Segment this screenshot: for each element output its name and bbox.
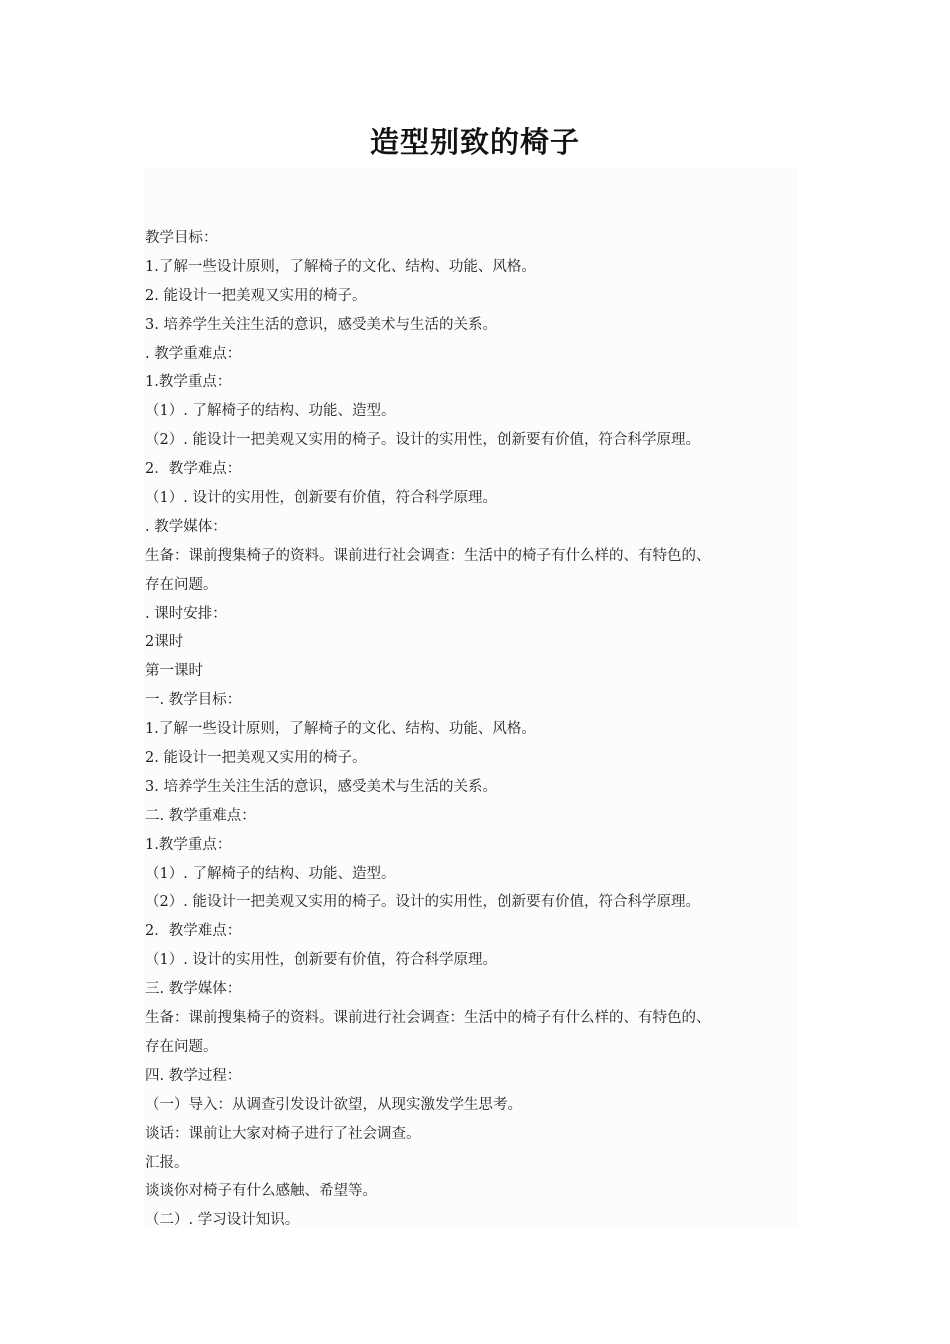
document-line: （二）. 学习设计知识。 xyxy=(145,1212,300,1229)
document-line: 1.了解一些设计原则，了解椅子的文化、结构、功能、风格。 xyxy=(145,258,536,275)
document-title: 造型别致的椅子 xyxy=(369,125,580,159)
document-line: （1）. 设计的实用性，创新要有价值，符合科学原理。 xyxy=(145,490,497,507)
document-line: （2）. 能设计一把美观又实用的椅子。设计的实用性，创新要有价值，符合科学原理。 xyxy=(145,894,700,911)
document-line: 存在问题。 xyxy=(145,1038,218,1055)
document-line: 1.教学重点： xyxy=(145,374,232,391)
document-line: （1）. 了解椅子的结构、功能、造型。 xyxy=(145,865,396,882)
document-line: 谈话：课前让大家对椅子进行了社会调查。 xyxy=(145,1125,421,1142)
document-line: 2. 能设计一把美观又实用的椅子。 xyxy=(145,750,367,767)
document-line: 一. 教学目标： xyxy=(145,692,242,709)
document-line: 2．教学难点： xyxy=(145,923,242,940)
document-line: 存在问题。 xyxy=(145,576,218,593)
document-body xyxy=(145,224,805,1235)
document-line: 2. 能设计一把美观又实用的椅子。 xyxy=(145,287,367,304)
document-line: 四. 教学过程： xyxy=(145,1067,242,1084)
document-line: 生备：课前搜集椅子的资料。课前进行社会调查：生活中的椅子有什么样的、有特色的、 xyxy=(145,1010,711,1027)
document-line: 生备：课前搜集椅子的资料。课前进行社会调查：生活中的椅子有什么样的、有特色的、 xyxy=(145,547,711,564)
document-line: . 教学重难点： xyxy=(145,345,242,362)
document-line: 教学目标： xyxy=(145,230,218,246)
document-line: 2．教学难点： xyxy=(145,461,242,478)
document-line: 谈谈你对椅子有什么感触、希望等。 xyxy=(145,1183,377,1200)
document-line: 汇报。 xyxy=(145,1154,189,1171)
document-line: 3. 培养学生关注生活的意识，感受美术与生活的关系。 xyxy=(145,778,497,795)
document-line: . 教学媒体： xyxy=(145,518,227,535)
document-line: 二. 教学重难点： xyxy=(145,807,256,824)
document-line: 3. 培养学生关注生活的意识，感受美术与生活的关系。 xyxy=(145,316,497,333)
document-line: 三. 教学媒体： xyxy=(145,981,242,998)
document-line: 第一课时 xyxy=(145,663,203,680)
document-line: （1）. 设计的实用性，创新要有价值，符合科学原理。 xyxy=(145,952,497,969)
document-line: （一）导入：从调查引发设计欲望，从现实激发学生思考。 xyxy=(145,1096,522,1113)
document-line: （1）. 了解椅子的结构、功能、造型。 xyxy=(145,403,396,420)
document-line: （2）. 能设计一把美观又实用的椅子。设计的实用性，创新要有价值，符合科学原理。 xyxy=(145,432,700,449)
document-line: 1.教学重点： xyxy=(145,836,232,853)
document-line: . 课时安排： xyxy=(145,605,227,622)
document-line: 1.了解一些设计原则，了解椅子的文化、结构、功能、风格。 xyxy=(145,721,536,738)
document-line: 2课时 xyxy=(145,634,184,651)
